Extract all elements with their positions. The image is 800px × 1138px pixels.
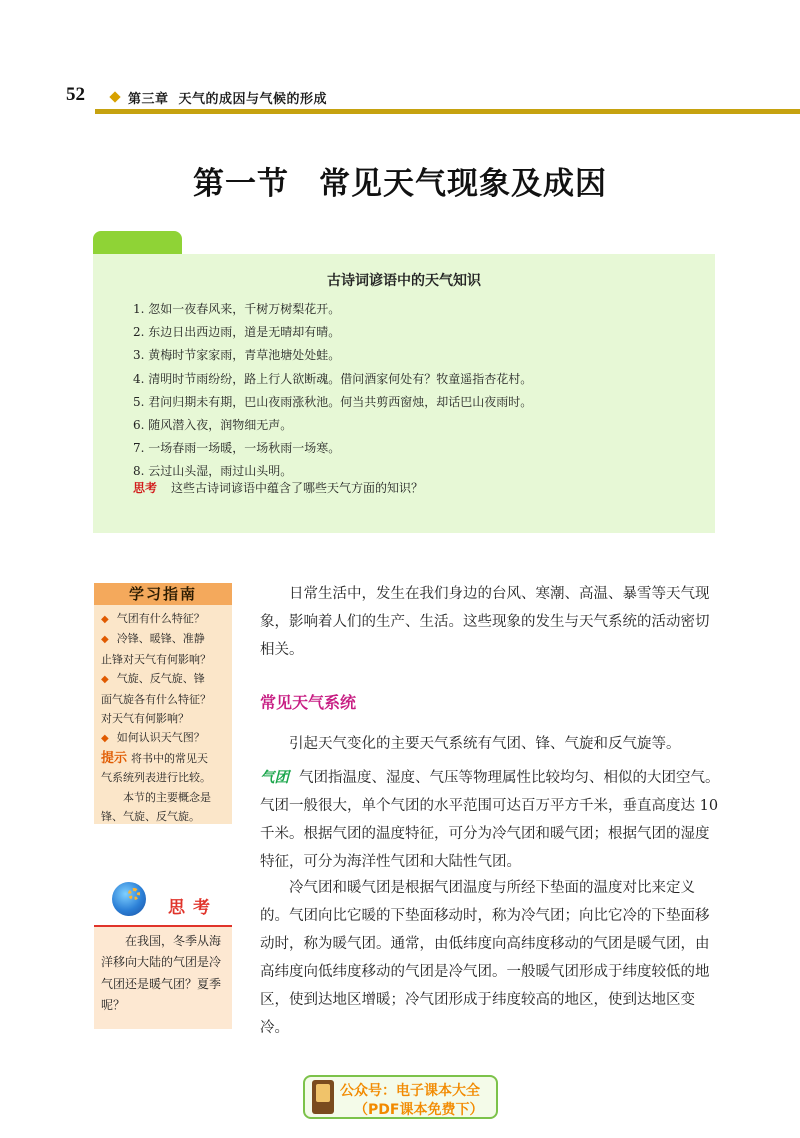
- body-paragraph: 引起天气变化的主要天气系统有气团、锋、气旋和反气旋等。: [289, 736, 681, 752]
- badge-line-2: （PDF课本免费下）: [354, 1102, 484, 1118]
- guide-item: ◆ 如何认识天气图？: [101, 731, 205, 745]
- body-paragraph: [260, 764, 720, 876]
- chapter-title: 天气的成因与气候的形成: [178, 92, 328, 107]
- diamond-icon: [109, 91, 120, 102]
- think-sidebar-title: 思考: [168, 898, 218, 918]
- body-paragraph: 冷气团和暖气团是根据气团温度与所经下垫面的温度对比来定义的。气团向比它暖的下垫面移动时，称为冷气团；向比它冷的下垫面移动时，称为暖气团。通常，由低纬度向高纬度移动的气团是暖气团，由高纬度向低纬度移动的气团是冷气团。一般暖气团形成于纬度较低的地区，使到达地区增暖；冷气团形成于纬度较高的地区，使到达地区变冷。: [260, 880, 710, 1036]
- guide-hint-cont: 气系统列表进行比较。: [101, 771, 211, 785]
- section-title-text: 常见天气现象及成因: [319, 166, 607, 202]
- term-definition: 气团指温度、湿度、气压等物理属性比较均匀、相似的大团空气。气团一般很大，单个气团的水平范围可达百万平方千米，垂直高度达 10 千米。根据气团的温度特征，可分为冷气团和暖气团；根据气团的湿度特征，可分为海洋性气团和大陆性气团。: [260, 770, 720, 870]
- header-rule: [95, 109, 800, 114]
- study-guide-body: [101, 609, 229, 826]
- poem-list: [133, 298, 532, 484]
- subheading: 常见天气系统: [260, 693, 357, 712]
- guide-hint-cont: 本节的主要概念是: [123, 790, 211, 804]
- badge-line-1: 公众号：电子课本大全: [340, 1083, 480, 1099]
- list-item: 2. 东边日出西边雨，道是无晴却有晴。: [133, 325, 341, 340]
- list-item: 7. 一场春雨一场暖，一场秋雨一场寒。: [133, 441, 341, 456]
- guide-hint-cont: 锋、气旋、反气旋。: [101, 810, 200, 824]
- section-title: [0, 158, 800, 203]
- activity-title: 古诗词谚语中的天气知识: [327, 273, 481, 289]
- list-item: 3. 黄梅时节家家雨，青草池塘处处蛙。: [133, 348, 341, 363]
- guide-item: ◆ 气旋、反气旋、锋: [101, 672, 205, 686]
- study-guide-title: 学习指南: [94, 583, 232, 605]
- guide-item: ◆ 冷锋、暖锋、准静: [101, 632, 205, 646]
- chapter-header: [128, 88, 337, 107]
- think-sidebar-text: 在我国，冬季从海洋移向大陆的气团是冷气团还是暖气团？夏季呢？: [101, 934, 222, 1013]
- body-paragraph: 日常生活中，发生在我们身边的台风、寒潮、高温、暴雪等天气现象，影响着人们的生产、生活。这些现象的发生与天气系统的活动密切相关。: [260, 586, 710, 658]
- guide-item-cont: 止锋对天气有何影响？: [101, 652, 211, 666]
- list-item: 8. 云过山头湿，雨过山头明。: [133, 464, 293, 479]
- guide-item-cont: 对天气有何影响？: [101, 712, 189, 726]
- bullet-icon: ◆: [101, 674, 109, 686]
- guide-hint: 提示 将书中的常见天: [101, 750, 209, 766]
- think-question: 这些古诗词谚语中蕴含了哪些天气方面的知识？: [171, 481, 424, 495]
- list-item: 6. 随风潜入夜，润物细无声。: [133, 417, 293, 432]
- section-label: 第一节: [193, 166, 289, 202]
- think-label: 思考: [133, 481, 158, 495]
- list-item: 5. 君问归期未有期，巴山夜雨涨秋池。何当共剪西窗烛，却话巴山夜雨时。: [133, 394, 533, 409]
- bullet-icon: ◆: [101, 634, 109, 646]
- guide-item-cont: 面气旋各有什么特征？: [101, 692, 211, 706]
- chapter-label: 第三章: [128, 92, 169, 107]
- bullet-icon: ◆: [101, 733, 109, 745]
- activity-think: [133, 479, 423, 496]
- hint-label: 提示: [101, 750, 128, 766]
- page-number: 52: [66, 84, 85, 105]
- list-item: 4. 清明时节雨纷纷，路上行人欲断魂。借问酒家何处有？牧童遥指杏花村。: [133, 371, 533, 386]
- book-icon: [312, 1080, 334, 1114]
- guide-item: ◆ 气团有什么特征？: [101, 612, 205, 625]
- bullet-icon: ◆: [101, 614, 109, 625]
- globe-icon: [112, 882, 146, 916]
- gear-icon: [128, 888, 140, 900]
- list-item: 1. 忽如一夜春风来，千树万树梨花开。: [133, 302, 341, 316]
- term-label: 气团: [260, 770, 289, 786]
